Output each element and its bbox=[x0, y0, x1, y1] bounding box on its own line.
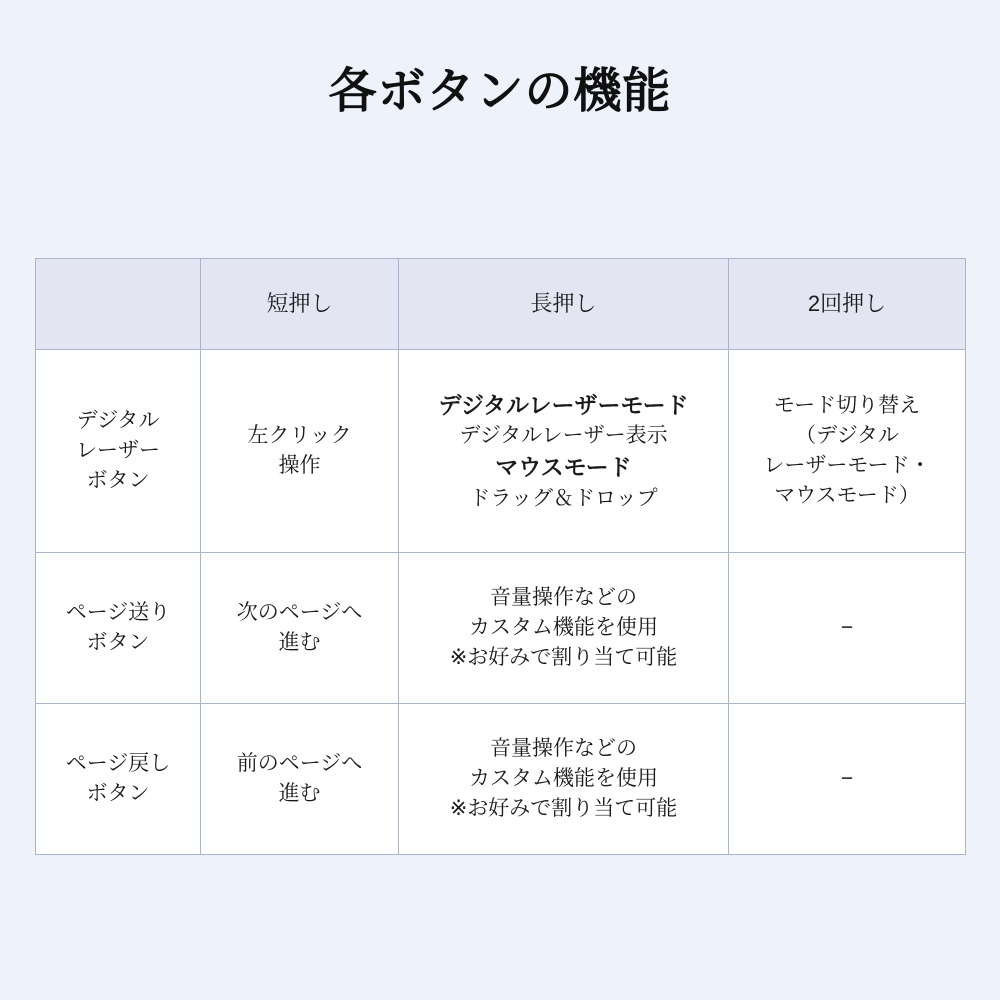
cell-double-press bbox=[729, 350, 966, 553]
cell-line: レーザーモード・ bbox=[763, 454, 931, 477]
cell-line-emphasis: マウスモード bbox=[495, 454, 632, 480]
cell-line: 音量操作などの bbox=[490, 586, 637, 610]
cell-double-press: − bbox=[729, 704, 966, 855]
cell-long-press bbox=[399, 704, 729, 855]
table-header-row bbox=[36, 259, 966, 350]
cell-line: 操作 bbox=[278, 454, 321, 477]
column-header-short-press: 短押し bbox=[201, 259, 399, 350]
cell-line: 進む bbox=[278, 782, 321, 805]
cell-line: ※お好みで割り当て可能 bbox=[449, 796, 678, 820]
cell-double-press: − bbox=[729, 553, 966, 704]
table-row bbox=[36, 704, 966, 855]
cell-line: モード切り替え bbox=[773, 394, 921, 418]
cell-line: 音量操作などの bbox=[490, 737, 637, 761]
row-label-line: レーザー bbox=[76, 439, 160, 463]
page-title: 各ボタンの機能 bbox=[328, 65, 672, 118]
cell-long-press bbox=[399, 350, 729, 553]
cell-short-press bbox=[201, 704, 399, 855]
table-row bbox=[36, 553, 966, 704]
cell-line: カスタム機能を使用 bbox=[469, 616, 658, 640]
cell-long-press bbox=[399, 553, 729, 704]
row-label-line: ボタン bbox=[86, 631, 150, 654]
cell-line: カスタム機能を使用 bbox=[469, 767, 658, 791]
cell-short-press bbox=[201, 553, 399, 704]
cell-line: 左クリック bbox=[247, 424, 352, 448]
table-body bbox=[36, 350, 966, 855]
row-label-line: ページ戻し bbox=[65, 752, 171, 776]
row-label-line: デジタル bbox=[76, 409, 160, 433]
cell-line: ※お好みで割り当て可能 bbox=[449, 645, 678, 669]
row-label-page-forward-button bbox=[36, 553, 201, 704]
cell-line: 進む bbox=[278, 631, 321, 654]
cell-short-press bbox=[201, 350, 399, 553]
row-label-digital-laser-button bbox=[36, 350, 201, 553]
row-label-line: ページ送り bbox=[65, 601, 171, 625]
table-header bbox=[36, 259, 966, 350]
cell-line: （デジタル bbox=[795, 424, 899, 448]
column-header-blank bbox=[36, 259, 201, 350]
cell-line: ドラッグ＆ドロップ bbox=[469, 486, 658, 510]
cell-line: 次のページへ bbox=[236, 601, 363, 625]
cell-line: 前のページへ bbox=[236, 752, 363, 776]
column-header-double-press: 2回押し bbox=[729, 259, 966, 350]
cell-line: マウスモード） bbox=[774, 483, 920, 507]
cell-line: デジタルレーザー表示 bbox=[459, 424, 668, 448]
button-function-table bbox=[35, 258, 966, 855]
cell-line-emphasis: デジタルレーザーモード bbox=[438, 391, 689, 418]
row-label-line: ボタン bbox=[86, 782, 150, 805]
row-label-line: ボタン bbox=[86, 468, 150, 492]
button-function-table-wrapper bbox=[35, 258, 965, 855]
column-header-long-press: 長押し bbox=[399, 259, 729, 350]
row-label-page-back-button bbox=[36, 704, 201, 855]
table-row bbox=[36, 350, 966, 553]
